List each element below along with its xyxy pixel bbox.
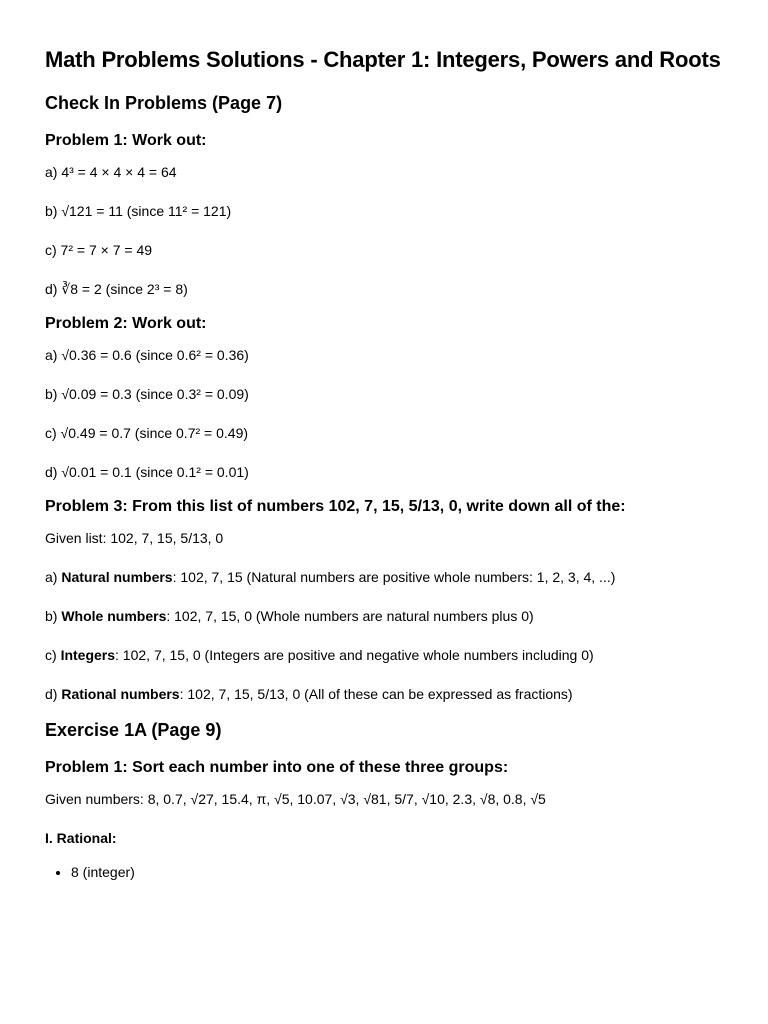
section-heading-check-in: Check In Problems (Page 7) (45, 93, 283, 113)
group-heading-rational: I. Rational: (45, 830, 117, 846)
answer-text: : 102, 7, 15, 5/13, 0 (All of these can be expressed as fractions) (179, 686, 573, 702)
problem-heading: Problem 1: Work out: (45, 132, 207, 149)
answer-line: c) √0.49 = 0.7 (since 0.7² = 0.49) (45, 425, 249, 441)
answer-line (45, 645, 723, 665)
problem-heading: Problem 3: From this list of numbers 102, 7, 15, 5/13, 0, write down all of the: (45, 498, 626, 515)
answer-prefix: c) (45, 647, 61, 663)
answer-line: a) √0.36 = 0.6 (since 0.6² = 0.36) (45, 347, 249, 363)
answer-term: Integers (60, 647, 116, 663)
answer-line (45, 606, 723, 626)
answer-prefix: d) (45, 686, 62, 702)
given-list: Given list: 102, 7, 15, 5/13, 0 (45, 530, 224, 546)
answer-term: Rational numbers (61, 686, 180, 702)
answer-text: : 102, 7, 15 (Natural numbers are positive whole numbers: 1, 2, 3, 4, ...) (172, 569, 616, 585)
answer-line: d) √0.01 = 0.1 (since 0.1² = 0.01) (45, 464, 249, 480)
answer-text: : 102, 7, 15, 0 (Whole numbers are natural numbers plus 0) (166, 608, 534, 624)
answer-term: Whole numbers (61, 608, 167, 624)
answer-line: b) √121 = 11 (since 11² = 121) (45, 203, 232, 219)
answer-prefix: a) (45, 569, 62, 585)
rational-list (45, 862, 723, 882)
answer-prefix: b) (45, 608, 62, 624)
page-title: Math Problems Solutions - Chapter 1: Integers, Powers and Roots (45, 47, 721, 72)
answer-line: c) 7² = 7 × 7 = 49 (45, 242, 153, 258)
answer-line (45, 684, 723, 704)
list-item: • 8 (integer) (71, 862, 723, 882)
problem-heading: Problem 2: Work out: (45, 315, 207, 332)
answer-line: b) √0.09 = 0.3 (since 0.3² = 0.09) (45, 386, 249, 402)
answer-line (45, 567, 723, 587)
section-heading-exercise-1a: Exercise 1A (Page 9) (45, 720, 222, 740)
answer-text: : 102, 7, 15, 0 (Integers are positive and negative whole numbers including 0) (115, 647, 594, 663)
given-list: Given numbers: 8, 0.7, √27, 15.4, π, √5, 10.07, √3, √81, 5/7, √10, 2.3, √8, 0.8, √5 (45, 791, 546, 807)
problem-heading: Problem 1: Sort each number into one of these three groups: (45, 759, 509, 776)
answer-line: d) ∛8 = 2 (since 2³ = 8) (45, 281, 188, 297)
answer-term: Natural numbers (61, 569, 173, 585)
answer-line: a) 4³ = 4 × 4 × 4 = 64 (45, 164, 177, 180)
